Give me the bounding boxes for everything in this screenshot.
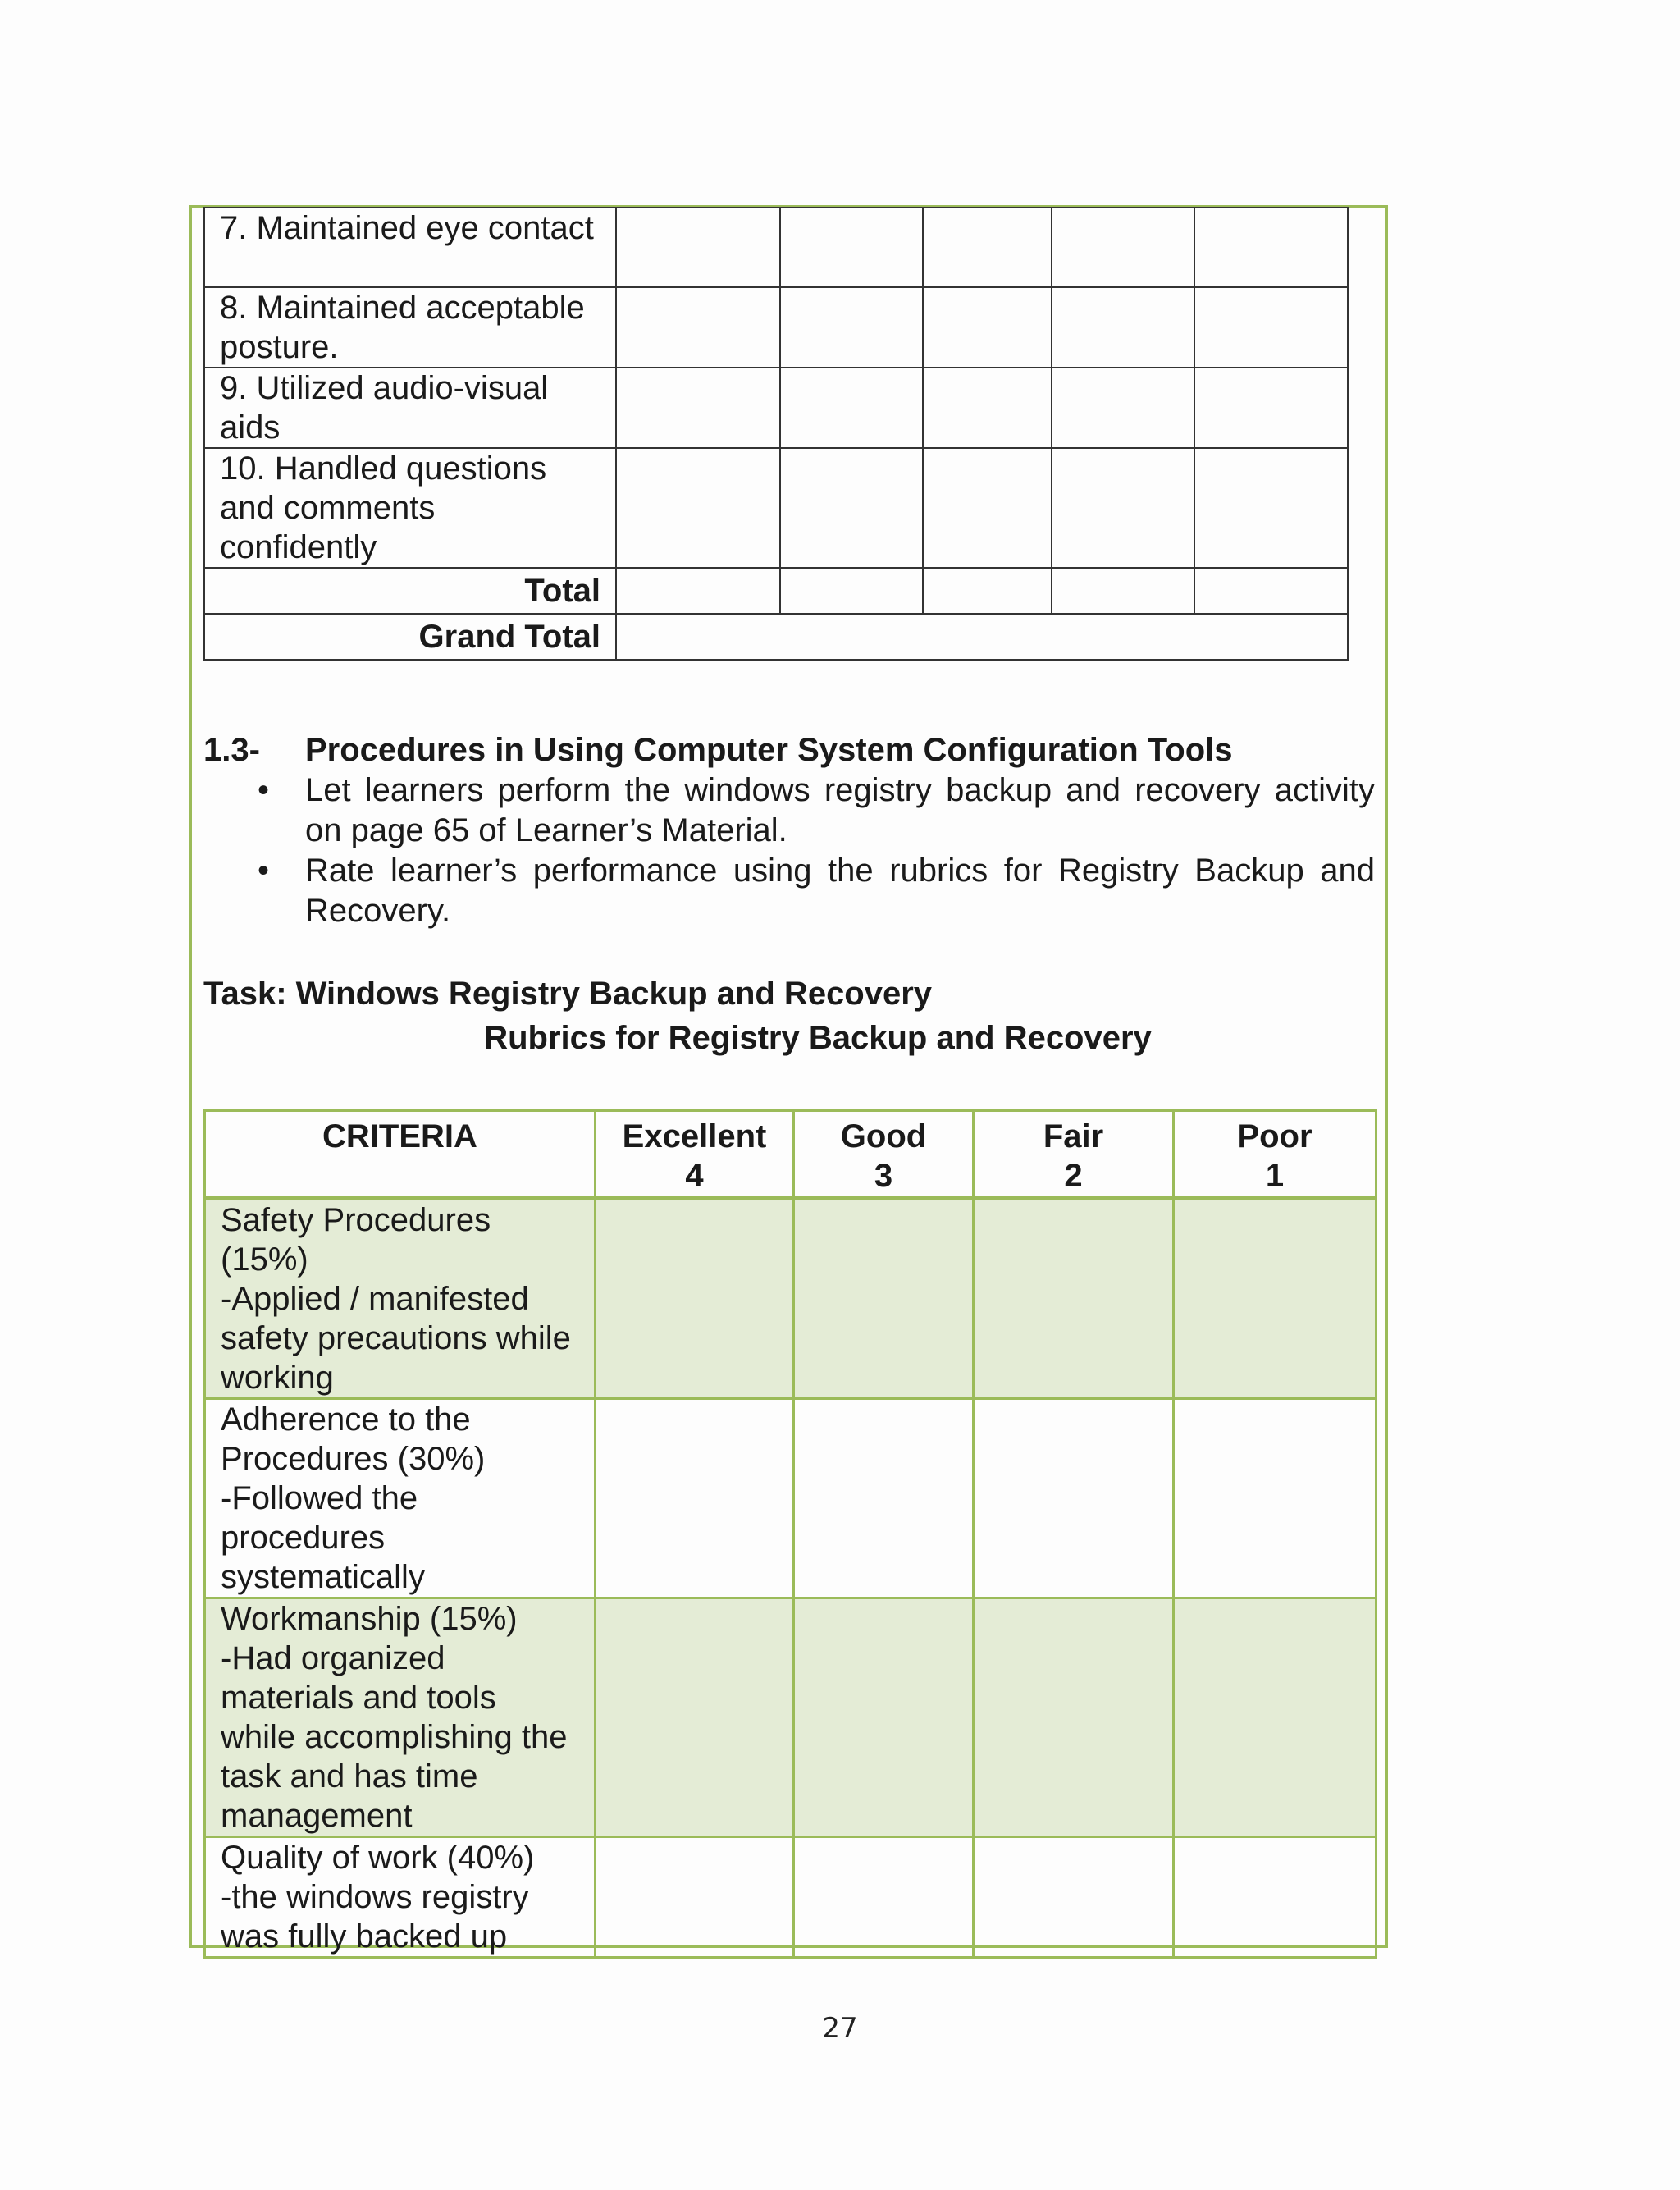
criteria-text: Quality of work (40%) -the windows registry was fully backed up — [221, 1840, 535, 1955]
poor-header — [1174, 1111, 1376, 1199]
score-cell — [780, 448, 923, 568]
header-label: Fair — [1043, 1118, 1104, 1154]
header-score: 3 — [874, 1158, 893, 1194]
criteria-text: Safety Procedures (15%) -Applied / manifested safety precautions while working — [221, 1202, 571, 1396]
table-row — [205, 1598, 1376, 1837]
total-label: Total — [204, 568, 616, 614]
score-cell — [923, 287, 1052, 368]
bullet-icon: • — [257, 853, 269, 889]
score-cell — [1194, 448, 1348, 568]
table-row — [205, 1198, 1376, 1399]
evaluation-table — [203, 207, 1349, 661]
rubric-title: Rubrics for Registry Backup and Recovery — [484, 1020, 1152, 1056]
criterion-label: 10. Handled questions and comments confidently — [204, 448, 616, 568]
criteria-text: Adherence to the Procedures (30%) -Followed the procedures systematically — [221, 1401, 486, 1595]
criteria-header — [205, 1111, 596, 1199]
criterion-label: 9. Utilized audio-visual aids — [204, 368, 616, 448]
score-cell — [616, 287, 780, 368]
table-row — [205, 1399, 1376, 1598]
score-cell — [1194, 368, 1348, 448]
header-label: CRITERIA — [322, 1118, 477, 1154]
instruction-list — [203, 770, 1375, 931]
score-cell — [616, 448, 780, 568]
header-label: Good — [840, 1118, 927, 1154]
section-title: Procedures in Using Computer System Configuration Tools — [305, 732, 1233, 768]
score-cell — [1174, 1399, 1376, 1598]
grand-total-cell — [616, 614, 1348, 660]
list-item — [203, 770, 1375, 851]
score-cell — [1052, 368, 1194, 448]
criteria-cell — [205, 1598, 596, 1837]
score-cell — [794, 1198, 974, 1399]
score-cell — [780, 568, 923, 614]
criteria-cell — [205, 1198, 596, 1399]
criteria-text: Workmanship (15%) -Had organized materials and tools while accomplishing the task and has time management — [221, 1601, 568, 1834]
task-title: Task: Windows Registry Backup and Recovery — [203, 976, 933, 1012]
table-row — [204, 448, 1348, 568]
grand-total-label: Grand Total — [204, 614, 616, 660]
score-cell — [780, 208, 923, 287]
list-item — [203, 851, 1375, 931]
table-row — [204, 287, 1348, 368]
score-cell — [616, 568, 780, 614]
score-cell — [596, 1399, 794, 1598]
score-cell — [616, 208, 780, 287]
score-cell — [974, 1837, 1174, 1958]
score-cell — [1174, 1837, 1376, 1958]
criterion-label: 8. Maintained acceptable posture. — [204, 287, 616, 368]
score-cell — [596, 1598, 794, 1837]
good-header — [794, 1111, 974, 1199]
score-cell — [794, 1837, 974, 1958]
score-cell — [1174, 1598, 1376, 1837]
header-label: Poor — [1237, 1118, 1312, 1154]
score-cell — [1194, 208, 1348, 287]
table-row — [204, 208, 1348, 287]
table-row — [205, 1837, 1376, 1958]
procedures-section — [203, 730, 1375, 931]
bullet-icon: • — [257, 772, 269, 808]
criteria-cell — [205, 1399, 596, 1598]
score-cell — [923, 448, 1052, 568]
header-score: 4 — [685, 1158, 704, 1194]
table-row — [204, 368, 1348, 448]
section-heading — [203, 730, 1375, 770]
score-cell — [923, 568, 1052, 614]
score-cell — [974, 1598, 1174, 1837]
score-cell — [1052, 568, 1194, 614]
score-cell — [923, 368, 1052, 448]
score-cell — [1194, 287, 1348, 368]
score-cell — [1052, 208, 1194, 287]
score-cell — [1174, 1198, 1376, 1399]
header-label: Excellent — [622, 1118, 767, 1154]
header-score: 2 — [1064, 1158, 1083, 1194]
grand-total-row — [204, 614, 1348, 660]
section-number: 1.3- — [203, 732, 260, 768]
score-cell — [794, 1598, 974, 1837]
bullet-text: Rate learner’s performance using the rubrics for Registry Backup and Recovery. — [305, 853, 1375, 929]
criterion-label: 7. Maintained eye contact — [204, 208, 616, 287]
score-cell — [974, 1399, 1174, 1598]
rubric-header-row — [205, 1111, 1376, 1199]
criteria-cell — [205, 1837, 596, 1958]
score-cell — [596, 1837, 794, 1958]
header-score: 1 — [1265, 1158, 1285, 1194]
total-row — [204, 568, 1348, 614]
page-number: 27 — [822, 2012, 858, 2045]
bullet-text: Let learners perform the windows registry backup and recovery activity on page 65 of Learner’s Material. — [305, 772, 1375, 848]
score-cell — [1052, 287, 1194, 368]
score-cell — [780, 368, 923, 448]
rubric-table — [203, 1109, 1377, 1959]
score-cell — [1194, 568, 1348, 614]
excellent-header — [596, 1111, 794, 1199]
score-cell — [923, 208, 1052, 287]
score-cell — [596, 1198, 794, 1399]
score-cell — [794, 1399, 974, 1598]
score-cell — [780, 287, 923, 368]
score-cell — [1052, 448, 1194, 568]
score-cell — [974, 1198, 1174, 1399]
score-cell — [616, 368, 780, 448]
fair-header — [974, 1111, 1174, 1199]
